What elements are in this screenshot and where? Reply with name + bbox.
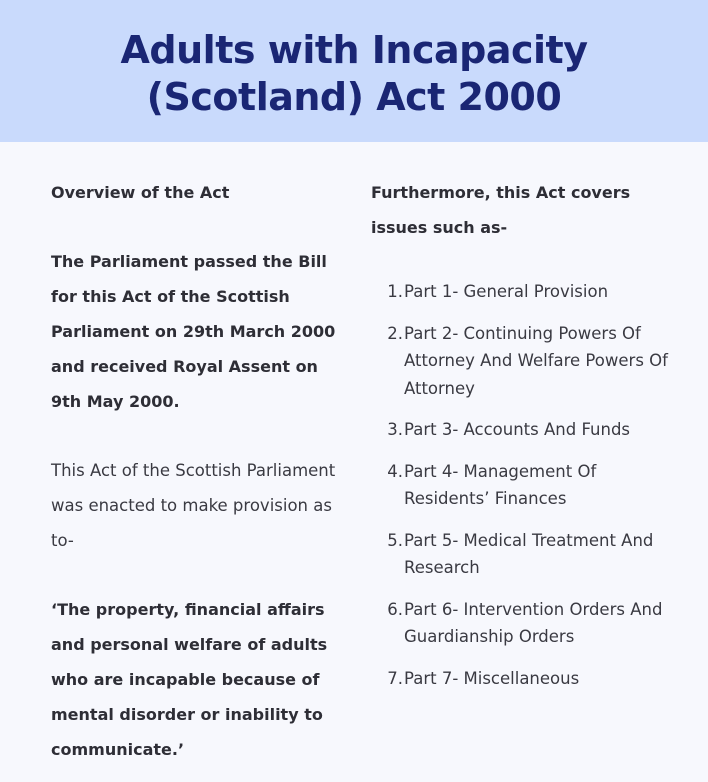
list-item-number: 4.: [387, 461, 403, 481]
overview-heading: Overview of the Act: [51, 183, 230, 202]
parts-list: [371, 278, 681, 692]
list-item: [371, 416, 681, 444]
covers-heading: Furthermore, this Act covers issues such as-: [371, 183, 631, 237]
page-title: [121, 27, 588, 121]
list-item-text: Part 4- Management Of Residents’ Finances: [404, 461, 597, 508]
passed-paragraph: The Parliament passed the Bill for this Act of the Scottish Parliament on 29th March 2000 and received Royal Assent on 9th May 2000.: [51, 252, 336, 411]
list-item: [371, 320, 681, 403]
list-item: [371, 278, 681, 306]
quote-paragraph: ‘The property, financial affairs and personal welfare of adults who are incapable because of mental disorder or inability to communicate.’: [51, 600, 328, 759]
list-item: [371, 665, 681, 693]
list-item-number: 5.: [387, 530, 403, 550]
page-header: [0, 0, 708, 142]
list-item-number: 6.: [387, 599, 403, 619]
list-item: [371, 596, 681, 651]
list-item-text: Part 3- Accounts And Funds: [404, 420, 631, 439]
list-item-text: Part 5- Medical Treatment And Research: [404, 530, 654, 577]
list-item-text: Part 1- General Provision: [404, 282, 609, 301]
left-column: [51, 175, 351, 767]
title-line-1: Adults with Incapacity: [120, 28, 588, 72]
list-item-text: Part 2- Continuing Powers Of Attorney And Welfare Powers Of Attorney: [404, 323, 668, 398]
right-column: [371, 175, 681, 706]
list-item-number: 1.: [387, 282, 403, 301]
title-line-2: (Scotland) Act 2000: [146, 75, 562, 119]
list-item-number: 7.: [387, 668, 403, 688]
enacted-paragraph: This Act of the Scottish Parliament was enacted to make provision as to-: [51, 461, 336, 550]
list-item: [371, 458, 681, 513]
list-item-number: 2.: [387, 323, 403, 343]
list-item: [371, 527, 681, 582]
list-item-text: Part 7- Miscellaneous: [404, 668, 580, 688]
main-content: [0, 142, 708, 782]
list-item-number: 3.: [387, 420, 403, 439]
list-item-text: Part 6- Intervention Orders And Guardianship Orders: [404, 599, 663, 646]
